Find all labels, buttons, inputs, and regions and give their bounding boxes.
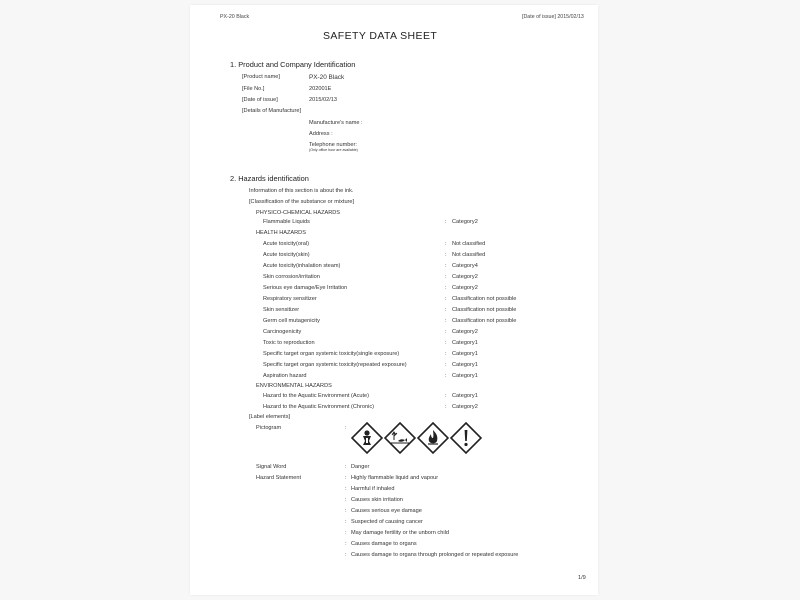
- hazard-name: Skin sensitizer: [263, 307, 300, 313]
- environment-icon: [384, 422, 416, 454]
- hazard-statement: Causes skin irritation: [351, 497, 403, 503]
- hazard-value: Category2: [452, 274, 478, 280]
- hazard-colon: :: [445, 296, 447, 302]
- hazard-value: Category2: [452, 404, 478, 410]
- hazard-name: Aspiration hazard: [263, 373, 307, 379]
- hazard-statement: Causes damage to organs: [351, 541, 417, 547]
- classification-label: [Classification of the substance or mixture]: [249, 199, 355, 205]
- group-environmental: ENVIRONMENTAL HAZARDS: [256, 383, 332, 389]
- hazard-colon: :: [445, 404, 447, 410]
- header-product: PX-20 Black: [220, 14, 250, 20]
- hazard-colon: :: [445, 285, 447, 291]
- statement-colon: :: [345, 519, 347, 525]
- hazard-statement: Suspected of causing cancer: [351, 519, 423, 525]
- hazard-value: Category1: [452, 393, 478, 399]
- signal-word-colon: :: [345, 464, 347, 470]
- hazard-name: Flammable Liquids: [263, 219, 310, 225]
- statement-colon: :: [345, 552, 347, 558]
- hazard-statement: Harmful if inhaled: [351, 486, 395, 492]
- hazard-name: Germ cell mutagenicity: [263, 318, 320, 324]
- statement-colon: :: [345, 475, 347, 481]
- hazard-name: Serious eye damage/Eye Irritation: [263, 285, 348, 291]
- hazard-colon: :: [445, 393, 447, 399]
- pictogram-colon: :: [345, 425, 347, 431]
- hazard-name: Skin corrosion/irritation: [263, 274, 320, 280]
- date-of-issue-label: [Date of issue]: [242, 97, 278, 103]
- hazard-name: Specific target organ systemic toxicity(repeated exposure): [263, 362, 407, 368]
- section-2-heading: 2. Hazards identification: [230, 174, 309, 183]
- hazard-colon: :: [445, 373, 447, 379]
- date-of-issue-value: 2015/02/13: [309, 97, 337, 103]
- hazard-statement-label: Hazard Statement: [256, 475, 302, 481]
- hazard-name: Respiratory sensitizer: [263, 296, 317, 302]
- hazard-colon: :: [445, 263, 447, 269]
- hazard-value: Category1: [452, 362, 478, 368]
- group-physico-chemical: PHYSICO-CHEMICAL HAZARDS: [256, 210, 341, 216]
- hazard-statement: Causes damage to organs through prolonged or repeated exposure: [351, 552, 519, 558]
- hazard-colon: :: [445, 274, 447, 280]
- hazard-name: Specific target organ systemic toxicity(single exposure): [263, 351, 400, 357]
- hazard-name: Acute toxicity(skin): [263, 252, 310, 258]
- hazard-value: Category1: [452, 351, 478, 357]
- page-number: 1/9: [578, 575, 586, 581]
- hazard-name: Hazard to the Aquatic Environment (Acute): [263, 393, 370, 399]
- hazard-value: Classification not possible: [452, 318, 517, 324]
- hazard-value: Category2: [452, 219, 478, 225]
- hazard-colon: :: [445, 318, 447, 324]
- statement-colon: :: [345, 497, 347, 503]
- hazard-value: Category2: [452, 329, 478, 335]
- telephone-label: Telephone number:: [309, 142, 357, 148]
- manufacturer-name-label: Manufacture's name :: [309, 120, 363, 126]
- hazard-name: Acute toxicity(oral): [263, 241, 310, 247]
- hazard-statement: May damage fertility or the unborn child: [351, 530, 449, 536]
- telephone-note: (Only office hour are available): [309, 148, 358, 152]
- hazard-value: Category1: [452, 340, 478, 346]
- hazard-colon: :: [445, 219, 447, 225]
- address-label: Address :: [309, 131, 333, 137]
- statement-colon: :: [345, 541, 347, 547]
- signal-word-value: Danger: [351, 464, 370, 470]
- hazard-value: Category2: [452, 285, 478, 291]
- hazard-name: Hazard to the Aquatic Environment (Chronic): [263, 404, 374, 410]
- hazard-statement: Highly flammable liquid and vapour: [351, 475, 439, 481]
- hazard-value: Classification not possible: [452, 307, 517, 313]
- hazard-value: Not classified: [452, 252, 486, 258]
- hazard-colon: :: [445, 340, 447, 346]
- label-elements-label: [Label elements]: [249, 414, 291, 420]
- signal-word-label: Signal Word: [256, 464, 287, 470]
- section-1-heading: 1. Product and Company Identification: [230, 60, 356, 69]
- statement-colon: :: [345, 508, 347, 514]
- details-of-manufacture-label: [Details of Manufacture]: [242, 108, 302, 114]
- hazard-colon: :: [445, 241, 447, 247]
- statement-colon: :: [345, 530, 347, 536]
- hazard-statement: Causes serious eye damage: [351, 508, 422, 514]
- document-page: [190, 5, 598, 595]
- exclamation-icon: [450, 422, 482, 454]
- hazard-name: Carcinogenicity: [263, 329, 302, 335]
- hazard-colon: :: [445, 252, 447, 258]
- hazard-name: Toxic to reproduction: [263, 340, 315, 346]
- file-no-label: [File No.]: [242, 86, 265, 92]
- flame-icon: [417, 422, 449, 454]
- hazard-value: Not classified: [452, 241, 486, 247]
- hazard-value: Category4: [452, 263, 478, 269]
- pictogram-label: Pictogram: [256, 425, 282, 431]
- hazard-value: Category1: [452, 373, 478, 379]
- hazard-colon: :: [445, 362, 447, 368]
- group-health: HEALTH HAZARDS: [256, 230, 306, 236]
- hazard-colon: :: [445, 307, 447, 313]
- hazard-colon: :: [445, 351, 447, 357]
- health-hazard-icon: [351, 422, 383, 454]
- document-title: SAFETY DATA SHEET: [323, 30, 438, 42]
- hazard-value: Classification not possible: [452, 296, 517, 302]
- hazard-name: Acute toxicity(inhalation steam): [263, 263, 341, 269]
- hazard-colon: :: [445, 329, 447, 335]
- product-name-value: PX-20 Black: [309, 74, 345, 81]
- product-name-label: [Product name]: [242, 74, 280, 80]
- file-no-value: 202001E: [309, 86, 332, 92]
- statement-colon: :: [345, 486, 347, 492]
- header-issue-date: [Date of issue] 2015/02/13: [522, 14, 584, 20]
- section-2-intro: Information of this section is about the ink.: [249, 188, 354, 194]
